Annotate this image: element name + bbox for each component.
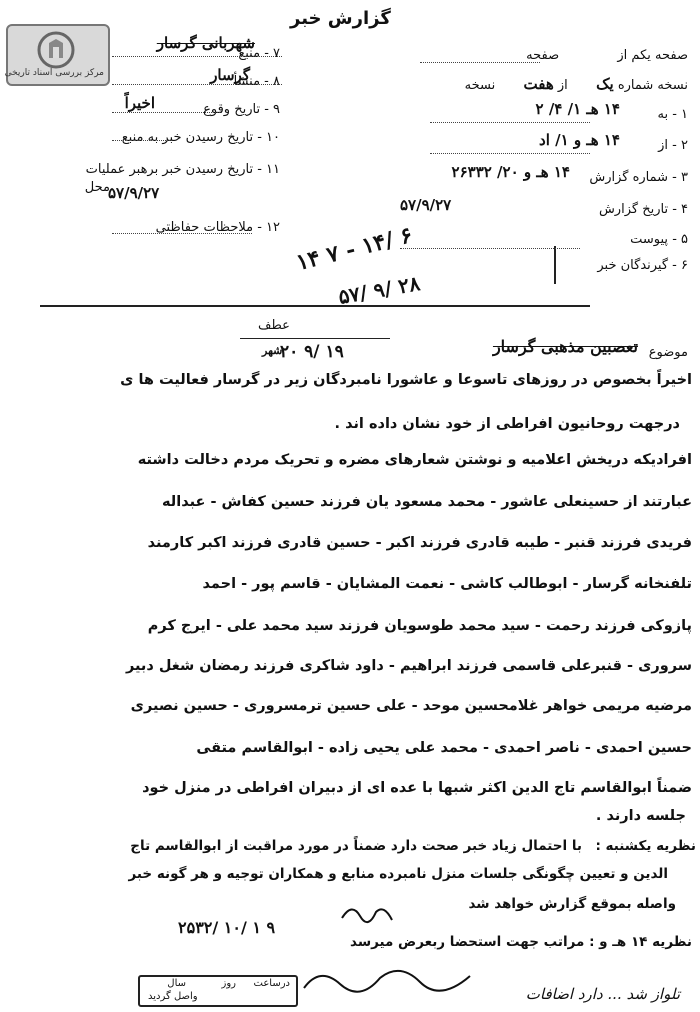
field-page-suffix: صفحه [526, 48, 560, 63]
stamp-delivered: واصل گردید [148, 991, 198, 1002]
field-from [658, 138, 688, 153]
body-line: اخیراً بخصوص در روزهای تاسوعا و عاشورا نامبردگان زیر در گرسار فعالیت ها ی [120, 372, 692, 388]
dotted-line [430, 153, 590, 154]
field-copy-value: یک [596, 75, 614, 93]
field-source-label: ۷ - منبع [238, 46, 280, 61]
atf-underline [240, 338, 390, 339]
report-title: گزارش خبر [290, 8, 391, 29]
field-attachment [630, 232, 688, 247]
field-location-value: ۵۷/۹/۲۷ [108, 184, 160, 202]
field-recipients [597, 258, 688, 273]
analysis-line: با احتمال زیاد خبر صحت دارد ضمناً در مورد مراقبت از ابوالقاسم تاج [130, 838, 582, 854]
field-source-received-date [122, 126, 280, 145]
analysis-line: واصله بموقع گزارش خواهد شد [468, 896, 676, 912]
field-copy-mid-value: هفت [523, 75, 554, 93]
body-line: مرضیه مریمی خواهر غلامحسین موحد - علی حسین ترمسروری - حسین نصیری [130, 698, 692, 714]
body-line: ضمناً ابوالقاسم تاج الدین اکثر شبها با عده ای از دبیران افراطی در منزل خود [142, 780, 692, 796]
header-separator [40, 305, 590, 307]
field-from-label: ۲ - از [658, 138, 688, 153]
handwritten-ref-1: ۱۴ ۷ - ۱۴/ ۶ [293, 222, 416, 276]
dotted-line [112, 140, 172, 141]
field-source-received-date-label: ۱۰ - تاریخ رسیدن خبر به منبع [121, 130, 280, 145]
dotted-line [112, 84, 282, 85]
dotted-line [112, 233, 252, 234]
subject-label: موضوع [648, 345, 688, 360]
field-origin-label: ۸ - منشأ [233, 74, 280, 89]
logo-caption: مرکز بررسی اسناد تاریخی [4, 68, 104, 78]
bottom-note: تلواز شد ... دارد اضافات [525, 985, 680, 1003]
subject-value: تعصبین مذهبی گرسار [492, 337, 638, 356]
field-report-date-value: ۵۷/۹/۲۷ [400, 196, 452, 214]
field-occurrence-date-label: ۹ - تاریخ وقوع [203, 102, 280, 117]
field-page [526, 48, 688, 63]
field-from-value: ۱۴ هـ و ۱/ اد [539, 131, 620, 149]
body-line: پازوکی فرزند رحمت - سید محمد طوسویان فرزند سید محمد علی - ایرج کرم [147, 618, 692, 634]
field-to [657, 107, 688, 122]
field-copy-mid: از [557, 78, 568, 93]
field-ops-received-date [86, 158, 280, 177]
atf-value: ۲۰ ۹/ ۱۹ [280, 342, 344, 362]
dotted-line [420, 62, 540, 63]
field-origin-value: گرسار [210, 66, 250, 84]
body-line: حسین احمدی - ناصر احمدی - محمد علی یحیی زاده - ابوالقاسم متقی [196, 740, 692, 756]
body-line: سروری - قنبرعلی قاسمی فرزند ابراهیم - داود شاکری فرزند رمضان شغل دبیر [125, 658, 692, 674]
analysis-label: نظریه یکشنبه : [595, 838, 696, 854]
field-ops-received-date-label: ۱۱ - تاریخ رسیدن خبر برهبر عملیات [85, 162, 280, 177]
signature-2 [300, 958, 480, 998]
field-location [85, 176, 110, 195]
body-line: درجهت روحانیون افراطی از خود نشان داده اند . [334, 416, 680, 432]
body-line: تلفنخانه گرسار - ابوطالب کاشی - نعمت المشایان - قاسم پور - احمد [202, 576, 692, 592]
field-report-date [599, 202, 688, 217]
body-line: جلسه دارند . [595, 808, 686, 824]
field-copy [465, 75, 688, 93]
analysis-line: الدین و تعیین چگونگی جلسات منزل نامبرده منابع و همکاران توجیه و هر گونه خبر [128, 866, 668, 882]
stamp-day: روز [221, 978, 236, 989]
field-report-number-value: ۱۴ هـ و ۲۰/ ۲۶۳۳۲ [451, 163, 570, 181]
field-recipients-label: ۶ - گیرندگان خبر [597, 258, 688, 273]
field-report-date-label: ۴ - تاریخ گزارش [598, 202, 688, 217]
atf-extra: شهر [262, 344, 283, 357]
field-security-notes-label: ۱۲ - ملاحظات حفاظتی [155, 220, 280, 235]
analysis-annotation: ۲۵۳۲/ ۱۰/ ۱ ۹ [178, 918, 276, 937]
dotted-line [112, 112, 222, 113]
field-occurrence-date-value: اخیراً [124, 94, 155, 112]
handwritten-ref-2: ۵۷/ ۹/ ۲۸ [336, 271, 422, 309]
atf-label: عطف [258, 318, 290, 333]
field-occurrence-date [203, 98, 280, 117]
field-divider [554, 246, 556, 284]
opinion-line: نظریه ۱۴ هـ و : مراتب جهت استحضا ربعرض میرسد [350, 934, 692, 950]
body-line: افرادیکه دریخش اعلامیه و نوشتن شعارهای مضره و تحریک مردم دخالت داشته [137, 452, 692, 468]
stamp-received: درساعت [253, 978, 290, 989]
archive-emblem-icon [36, 30, 76, 70]
dotted-line [430, 122, 590, 123]
field-attachment-label: ۵ - پیوست [630, 232, 688, 247]
dotted-line [400, 248, 580, 249]
field-copy-label: نسخه شماره [617, 78, 688, 93]
field-report-number-label: ۳ - شماره گزارش [589, 170, 688, 185]
body-line: عبارتند از حسینعلی عاشور - محمد مسعود یان فرزند حسین کفاش - عبداله [162, 494, 692, 510]
receipt-stamp [138, 975, 298, 1007]
stamp-year: سال [167, 978, 186, 989]
field-to-label: ۱ - به [657, 107, 688, 122]
field-location-label: محل [84, 180, 110, 195]
field-to-value: ۱۴ هـ ۱/ ۴/ ۲ [535, 100, 620, 118]
field-report-number [589, 170, 688, 185]
field-source-value: شهربانی گرسار [156, 34, 255, 52]
dotted-line [112, 56, 282, 57]
signature-1 [340, 898, 400, 928]
field-copy-suffix: نسخه [464, 78, 496, 93]
body-line: فریدی فرزند قنبر - طیبه قادری فرزند اکبر - حسین قادری فرزند اکبر کارمند [147, 535, 692, 551]
archive-logo [6, 24, 110, 86]
field-page-label: صفحه یکم از [617, 48, 688, 63]
